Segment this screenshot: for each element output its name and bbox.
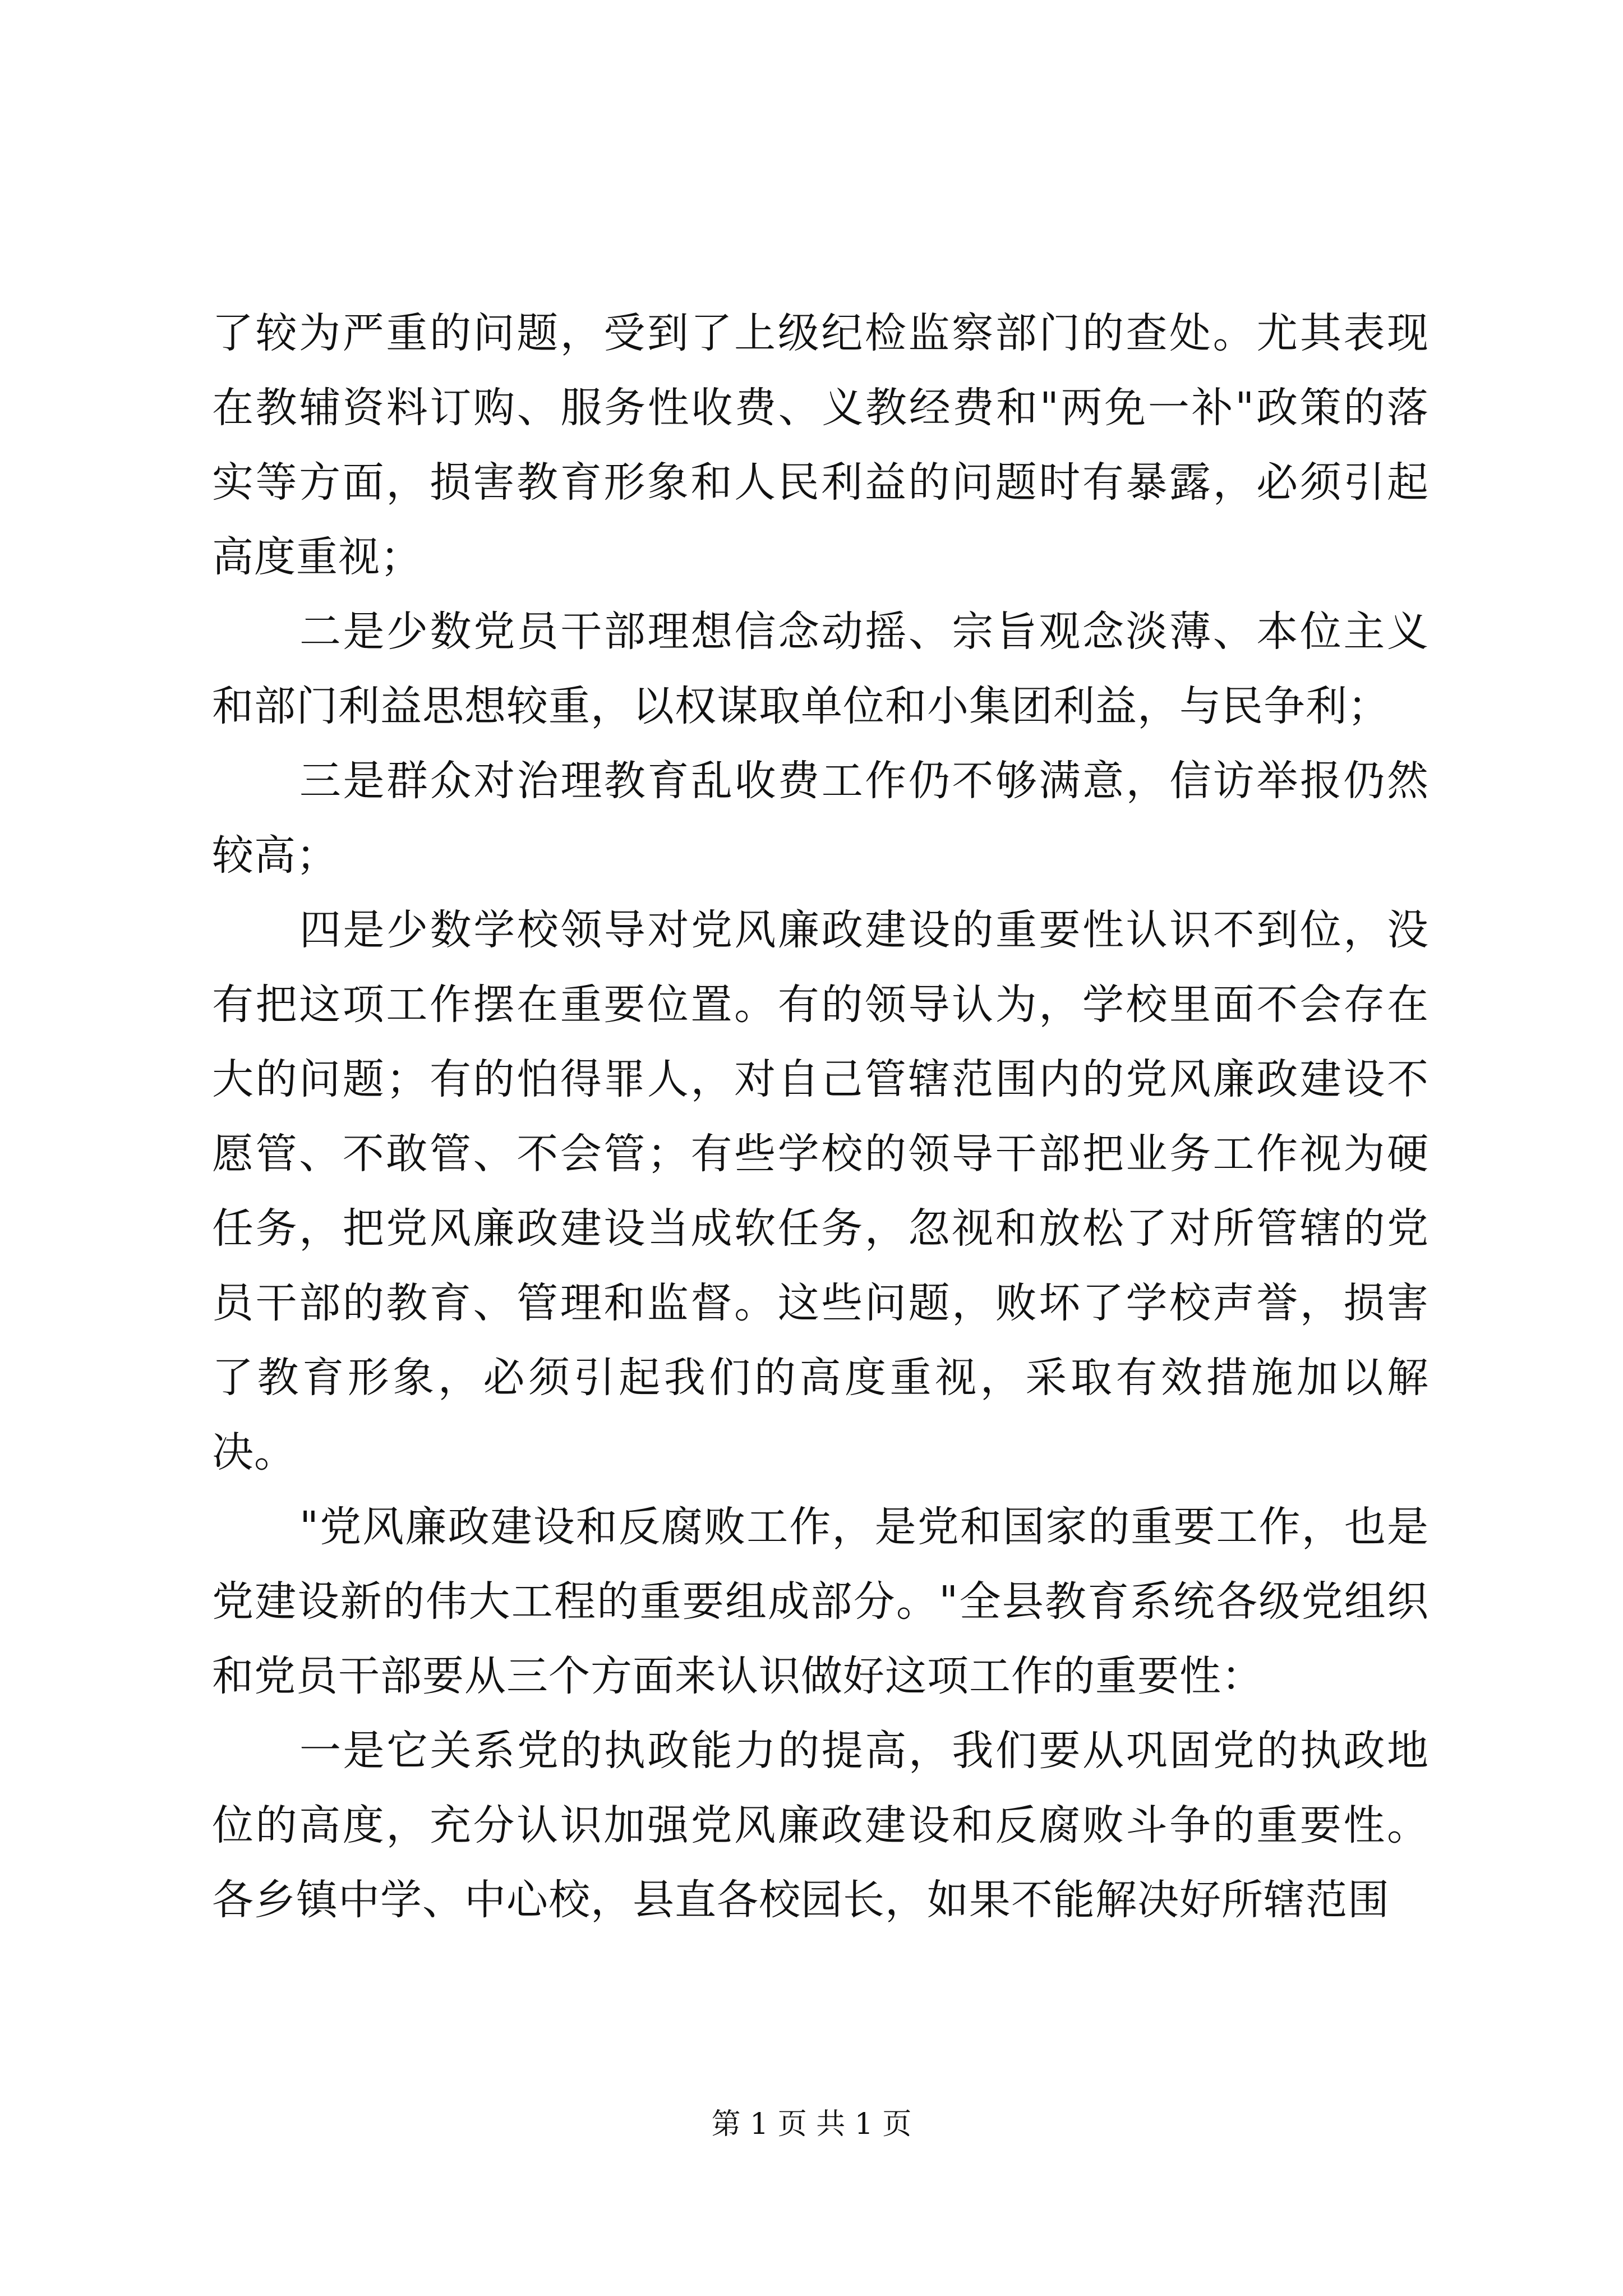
paragraph-2: 二是少数党员干部理想信念动摇、宗旨观念淡薄、本位主义和部门利益思想较重，以权谋取单位和小集团利益，与民争利； — [212, 608, 1429, 730]
paragraph-3: 三是群众对治理教育乱收费工作仍不够满意，信访举报仍然较高； — [212, 757, 1429, 880]
paragraph-5: "党风廉政建设和反腐败工作，是党和国家的重要工作，也是党建设新的伟大工程的重要组成部分。"全县教育系统各级党组织和党员干部要从三个方面来认识做好这项工作的重要性： — [212, 1503, 1429, 1700]
paragraph-6: 一是它关系党的执政能力的提高，我们要从巩固党的执政地位的高度，充分认识加强党风廉政建设和反腐败斗争的重要性。各乡镇中学、中心校，县直各校园长，如果不能解决好所辖范围 — [212, 1727, 1429, 1924]
document-body — [212, 296, 1429, 1938]
page-footer: 第 1 页 共 1 页 — [711, 2108, 912, 2141]
paragraph-4: 四是少数学校领导对党风廉政建设的重要性认识不到位，没有把这项工作摆在重要位置。有的领导认为，学校里面不会存在大的问题；有的怕得罪人，对自己管辖范围内的党风廉政建设不愿管、不敢管、不会管；有些学校的领导干部把业务工作视为硬任务，把党风廉政建设当成软任务，忽视和放松了对所管辖的党员干部的教育、管理和监督。这些问题，败坏了学校声誉，损害了教育形象，必须引起我们的高度重视，采取有效措施加以解决。 — [212, 906, 1429, 1476]
paragraph-1: 了较为严重的问题，受到了上级纪检监察部门的查处。尤其表现在教辅资料订购、服务性收费、义教经费和"两免一补"政策的落实等方面，损害教育形象和人民利益的问题时有暴露，必须引起高度重视； — [212, 309, 1429, 581]
